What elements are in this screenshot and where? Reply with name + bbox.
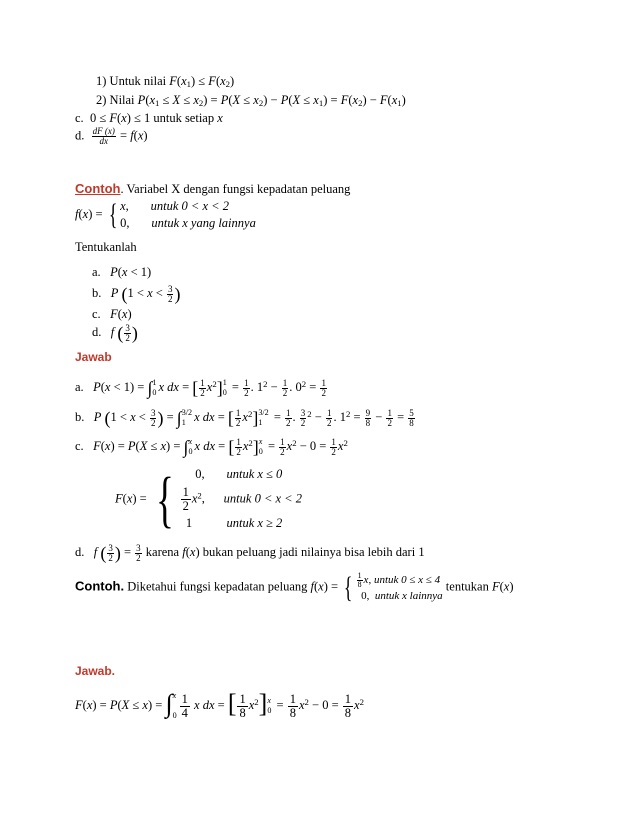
question-a: a. P(x < 1) (92, 265, 152, 279)
property-2: 2) Nilai $P(x_1 \le X \le x_2) = P(X \le x_2) - P(X \le x_1) = F(x_2) - F(x_1)$ (96, 93, 406, 109)
answer-b: b. P (1 < x < $\frac{3}{2}$ ) = ∫3/2 1 x dx = [ $\frac{1}{2}$ $x^2]3/2$ 1 = $\frac{1}{2}$ . $\frac{3}{2}$ $^2$ − $\frac{1}{2}$ . $1^2$ = $\frac{9}{8}$ − $\frac{1}{2}$ = $\frac{5}{8}$ (75, 407, 414, 429)
answer-d: d. f ( $\frac{3}{2}$ ) = $\frac{3}{2}$ karena f(x) bukan peluang jadi nilainya bisa lebih dari 1 (75, 542, 425, 563)
property-d: d. $\frac{dF (x)}{dx}$ = f(x) (75, 126, 148, 146)
jawab2-formula: F(x) = P(X ≤ x) = ∫x 0 $\frac{1}{4}$ x dx = [ $\frac{1}{8}$ $x^2]x$ 0 = $\frac{1}{8}$ $x^2 - 0$ = $\frac{1}{8}$ $x^2$ (75, 689, 364, 721)
question-d: d. f ( $\frac{3}{2}$ ) (92, 322, 138, 343)
answer-c-piecewise: F(x) = { 0, untuk x ≤ 0 $\frac{1}{2}$ $x^2$, untuk 0 < x < 2 1 untuk x ≥ 2 (115, 465, 302, 534)
question-c: c. F(x) (92, 307, 132, 321)
jawab2-title: Jawab. (75, 664, 116, 678)
contoh1-density: f(x) = { x, untuk 0 < x < 2 0, untuk x yang lainnya (75, 197, 256, 231)
contoh1-title: Contoh (75, 181, 121, 196)
property-c: c. 0 ≤ F(x) ≤ 1 untuk setiap x (75, 111, 223, 125)
property-1: 1) Untuk nilai $F(x_1) \le F(x_2)$ (96, 74, 235, 90)
answer-c: c. F(x) = P(X ≤ x) = ∫x 0 x dx = [ $\frac{1}{2}$ $x^2]x$ 0 = $\frac{1}{2}$ $x^2 - 0$ = $\frac{1}{2}$ $x^2$ (75, 436, 348, 458)
contoh1-heading: Contoh. Variabel X dengan fungsi kepadatan peluang (75, 181, 351, 196)
answer-a: a. P(x < 1) = ∫1 0 x dx = [ $\frac{1}{2}$ $x^2]1$ 0 = $\frac{1}{2}$ . $1^2$ − $\frac{1}{2}$ . $0^2$ = $\frac{1}{2}$ (75, 377, 326, 399)
jawab1-title: Jawab (75, 350, 112, 364)
contoh2-line: Contoh. Diketahui fungsi kepadatan peluang f(x) = { $\frac{1}{8}$ x, untuk 0 ≤ x ≤ 4 0, untuk x lainnya tentukan F(x) (75, 570, 514, 604)
question-b: b. P (1 < x < $\frac{3}{2}$ ) (92, 283, 181, 304)
tentukan-label: Tentukanlah (75, 240, 137, 254)
contoh2-title: Contoh. (75, 578, 125, 594)
